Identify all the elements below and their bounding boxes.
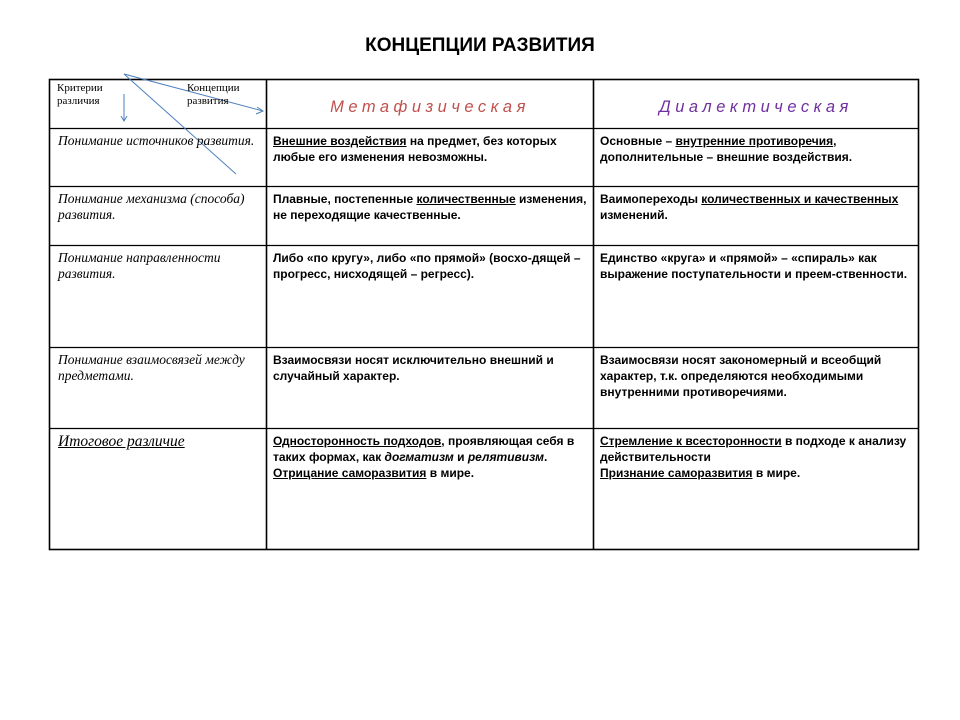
corner-concepts-label: Концепции развития (187, 82, 240, 107)
criterion-cell: Итоговое различие (58, 433, 185, 450)
cell-paragraph (273, 250, 589, 282)
cell-text: , проявляющая себя в таких формах, как (273, 434, 575, 464)
cell-paragraph (600, 433, 914, 465)
cell-text: Взаимосвязи носят исключительно внешний и случайный характер. (273, 353, 554, 383)
dialectical-cell (594, 429, 918, 549)
cell-text: Взаимосвязи носят закономерный и всеобщий характер, т.к. определяются необходимыми внутренними противоречиями. (600, 353, 882, 399)
cell-text: и (453, 450, 468, 464)
column-header-dialectical: Диалектическая (659, 98, 853, 116)
cell-text: внутренние противоречия (675, 134, 834, 148)
cell-text: Ваимопереходы (600, 192, 702, 206)
dialectical-cell (594, 348, 918, 428)
cell-text: Односторонность подходов (273, 434, 442, 448)
cell-text: изменений. (600, 208, 668, 222)
cell-text: на предмет, без которых любые его изменения невозможны. (273, 134, 557, 164)
cell-text: . (543, 450, 548, 464)
cell-paragraph (273, 433, 589, 465)
cell-text: количественные (416, 192, 516, 206)
cell-text: Единство «круга» и «прямой» – «спираль» как выражение поступательности и преем-ственности. (600, 251, 908, 281)
cell-paragraph (600, 133, 914, 165)
cell-text: в мире. (752, 466, 801, 480)
cell-text: в мире. (426, 466, 475, 480)
criterion-cell: Понимание источников развития. (58, 133, 255, 148)
column-header-metaphysical: Метафизическая (330, 98, 530, 116)
corner-criteria-label: Критерии различия (57, 82, 103, 107)
page-title: КОНЦЕПЦИИ РАЗВИТИЯ (365, 35, 595, 56)
cell-paragraph (600, 191, 914, 223)
cell-text: качественных (814, 192, 899, 206)
cell-paragraph (600, 250, 914, 282)
cell-paragraph (273, 352, 589, 384)
cell-paragraph (273, 191, 589, 223)
metaphysical-cell (267, 429, 593, 549)
metaphysical-cell (267, 246, 593, 347)
dialectical-cell (594, 187, 918, 245)
metaphysical-cell (267, 348, 593, 428)
cell-paragraph (273, 465, 589, 481)
cell-text: Либо «по кругу», либо «по прямой» (восхо-дящей – прогресс, нисходящей – регресс). (273, 251, 581, 281)
cell-paragraph (600, 352, 914, 400)
cell-text: Плавные, постепенные (273, 192, 417, 206)
cell-paragraph (273, 133, 589, 165)
cell-text: изменения, не переходящие качественные. (273, 192, 587, 222)
dialectical-cell (594, 246, 918, 347)
criterion-cell: Понимание механизма (способа) развития. (58, 191, 245, 222)
cell-text: , дополнительные – внешние воздействия. (600, 134, 853, 164)
cell-text: количественных и (701, 192, 815, 206)
cell-text: Стремление к всесторонности (600, 434, 782, 448)
criterion-cell: Понимание направленности развития. (58, 250, 221, 281)
cell-text: Признание саморазвития (600, 466, 753, 480)
cell-text: Отрицание саморазвития (273, 466, 427, 480)
cell-text: догматизм (384, 450, 454, 464)
metaphysical-cell (267, 187, 593, 245)
cell-text: в подходе к анализу действительности (600, 434, 907, 464)
cell-text: Основные – (600, 134, 676, 148)
metaphysical-cell (267, 129, 593, 186)
cell-text: релятивизм (467, 450, 544, 464)
criterion-cell: Понимание взаимосвязей между предметами. (58, 352, 245, 383)
cell-text: Внешние воздействия (273, 134, 407, 148)
cell-paragraph (600, 465, 914, 481)
dialectical-cell (594, 129, 918, 186)
